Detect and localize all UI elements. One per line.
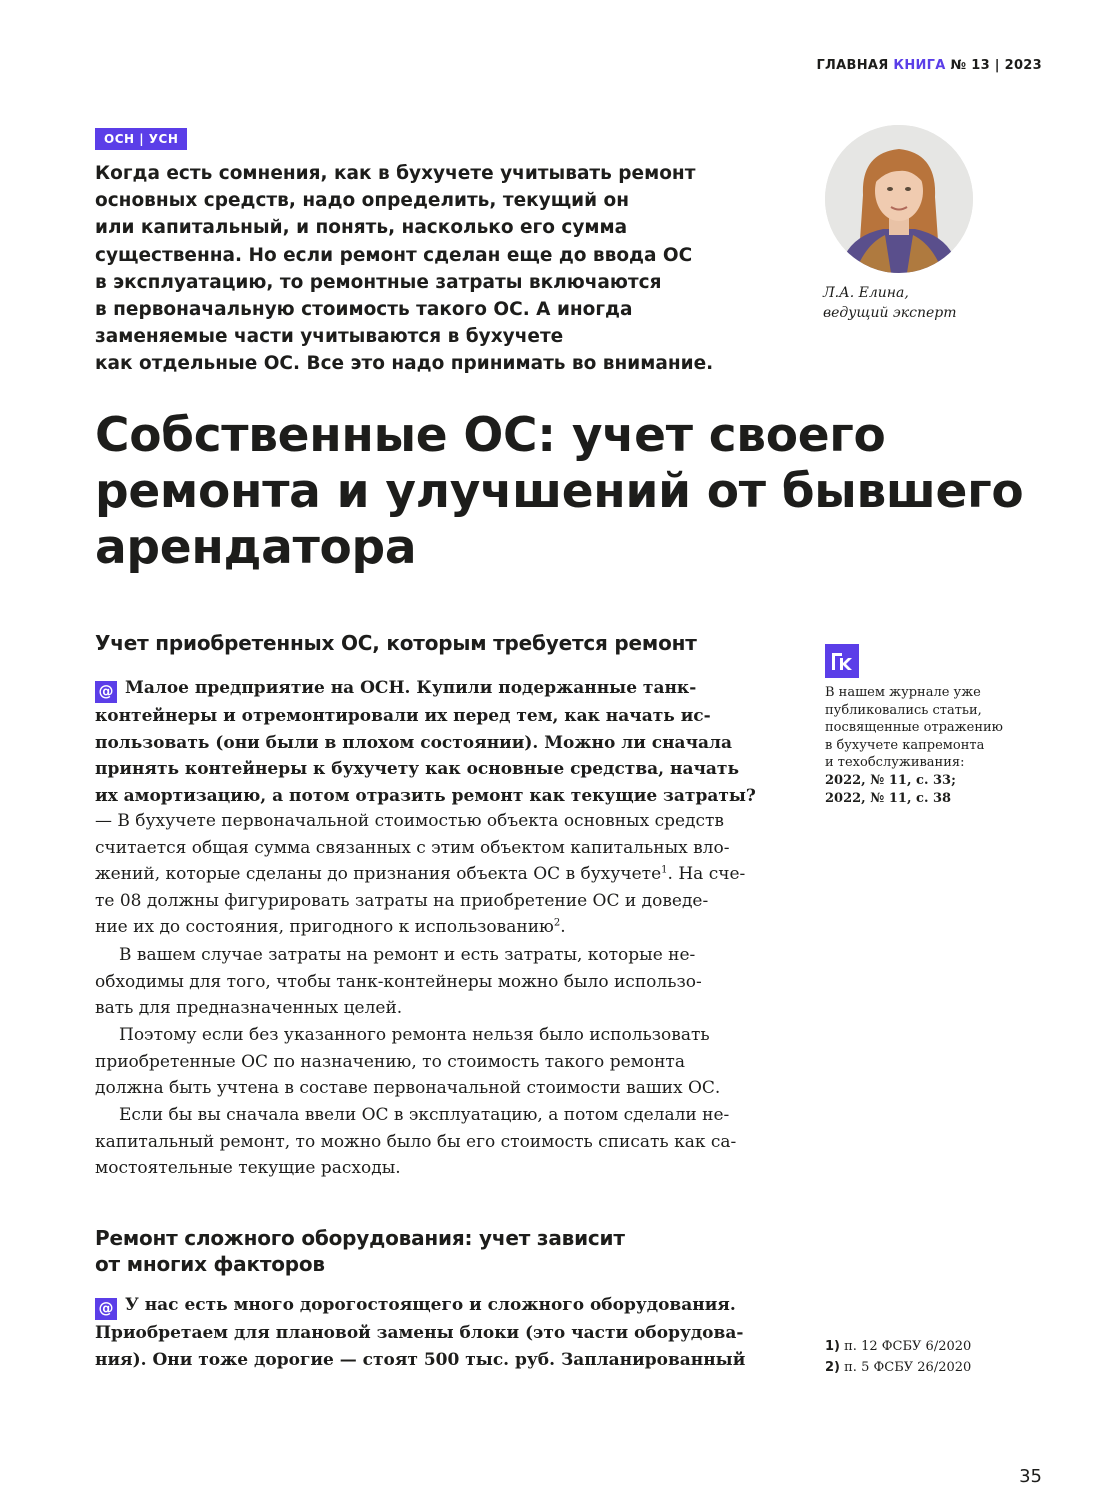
question-line: Приобретаем для плановой замены блоки (это части оборудова- [95, 1323, 744, 1343]
brand-part1: ГЛАВНАЯ [816, 58, 889, 73]
author-caption [823, 283, 957, 323]
answer-line [95, 861, 770, 888]
question-line: ния). Они тоже дорогие — стоят 500 тыс. руб. Запланированный [95, 1349, 746, 1370]
paragraph-line: мостоятельные текущие расходы. [95, 1158, 401, 1179]
answer-paragraph-2 [95, 942, 770, 1022]
title-line: Собственные ОС: учет своего [95, 408, 886, 463]
lead-line: в эксплуатацию, то ремонтные затраты включаются [95, 271, 662, 293]
answer-line: те 08 должны фигурировать затраты на приобретение ОС и доведе- [95, 890, 709, 911]
sidebar-reference-link[interactable]: 2022, № 11, с. 38 [825, 790, 952, 806]
paragraph-line: вать для предназначенных целей. [95, 998, 403, 1019]
question-line [95, 675, 770, 703]
section-heading-2 [95, 1225, 625, 1277]
answer-text: ние их до состояния, пригодного к использованию [95, 917, 554, 938]
lead-line: основных средств, надо определить, текущий он [95, 190, 630, 212]
lead-line: существенна. Но если ремонт сделан еще до ввода ОС [95, 244, 693, 266]
paragraph-line: Если бы вы сначала ввели ОС в эксплуатацию, а потом сделали не- [119, 1105, 730, 1125]
author-avatar [825, 125, 973, 273]
article-lead [95, 160, 795, 378]
sidebar-line: публиковались статьи, [825, 702, 982, 718]
at-sign-icon: @ [95, 681, 117, 703]
paragraph-line: приобретенные ОС по назначению, то стоимость такого ремонта [95, 1051, 685, 1072]
footnote-2 [825, 1357, 971, 1378]
lead-line: или капитальный, и понять, насколько его сумма [95, 217, 628, 239]
answer-line [95, 914, 770, 941]
paragraph-line: Поэтому если без указанного ремонта нельзя было использовать [119, 1025, 710, 1045]
author-role: ведущий эксперт [823, 305, 957, 321]
lead-line: Когда есть сомнения, как в бухучете учитывать ремонт [95, 163, 696, 184]
answer-line: — В бухучете первоначальной стоимостью объекта основных средств [95, 811, 724, 831]
author-name: Л.А. Елина, [823, 285, 909, 301]
footnote-text: п. 12 ФСБУ 6/2020 [844, 1339, 972, 1354]
paragraph-line: должна быть учтена в составе первоначальной стоимости ваших ОС. [95, 1078, 721, 1099]
footnote-ref-2[interactable]: 2 [553, 917, 561, 929]
title-line: арендатора [95, 520, 417, 575]
author-portrait-icon [825, 125, 973, 273]
section-heading-text: Ремонт сложного оборудования: учет зависит [95, 1226, 625, 1250]
question-line: контейнеры и отремонтировали их перед тем, как начать ис- [95, 706, 711, 726]
reader-question-1 [95, 675, 770, 809]
question-text: Малое предприятие на ОСН. Купили подержанные танк- [125, 678, 697, 698]
question-line [95, 1292, 770, 1320]
sidebar-line: в бухучете капремонта [825, 737, 985, 753]
section-heading-text: Учет приобретенных ОС, которым требуется ремонт [95, 631, 697, 655]
answer-text: . На сче- [667, 864, 746, 885]
footnotes [825, 1336, 971, 1378]
paragraph-line: В вашем случае затраты на ремонт и есть затраты, которые не- [119, 945, 696, 965]
sidebar-reference-link[interactable]: 2022, № 11, с. 33; [825, 772, 956, 788]
gk-glyph-icon [825, 644, 859, 678]
page-number: 35 [1019, 1466, 1042, 1487]
sidebar-line: посвященные отражению [825, 720, 1003, 736]
answer-paragraph-4 [95, 1102, 770, 1182]
answer-line: считается общая сумма связанных с этим объектом капитальных вло- [95, 837, 730, 858]
lead-line: как отдельные ОС. Все это надо принимать во внимание. [95, 353, 714, 375]
question-line: принять контейнеры к бухучету как основные средства, начать [95, 759, 739, 780]
lead-line: в первоначальную стоимость такого ОС. А иногда [95, 299, 633, 321]
paragraph-line: капитальный ремонт, то можно было бы его стоимость списать как са- [95, 1131, 737, 1152]
answer-paragraph-3 [95, 1022, 770, 1102]
question-line: пользовать (они были в плохом состоянии). Можно ли сначала [95, 732, 733, 753]
tax-regime-tag: ОСН | УСН [95, 128, 187, 150]
sidebar-line: В нашем журнале уже [825, 685, 981, 700]
answer-text: . [560, 917, 566, 938]
sidebar-line: и техобслуживания: [825, 755, 965, 771]
footnote-1 [825, 1336, 971, 1357]
footnote-number: 1) [825, 1339, 840, 1354]
paragraph-line: обходимы для того, чтобы танк-контейнеры можно было использо- [95, 971, 702, 992]
magazine-header [760, 58, 1042, 73]
gk-logo-icon [825, 644, 859, 678]
brand-part2: КНИГА [893, 58, 946, 73]
section-heading-1 [95, 630, 697, 656]
article-title [95, 408, 1055, 576]
question-line: их амортизацию, а потом отразить ремонт как текущие затраты? [95, 785, 756, 806]
issue-number: № 13 | 2023 [950, 58, 1042, 73]
footnote-text: п. 5 ФСБУ 26/2020 [844, 1360, 972, 1375]
footnote-number: 2) [825, 1360, 840, 1375]
question-text: У нас есть много дорогостоящего и сложного оборудования. [125, 1295, 736, 1315]
expert-answer-1 [95, 808, 770, 941]
reader-question-2 [95, 1292, 770, 1373]
at-sign-icon: @ [95, 1298, 117, 1320]
answer-text: жений, которые сделаны до признания объекта ОС в бухучете [95, 864, 662, 885]
footnote-ref-1[interactable]: 1 [661, 864, 668, 876]
title-line: ремонта и улучшений от бывшего [95, 464, 1024, 519]
section-heading-text: от многих факторов [95, 1252, 325, 1276]
lead-line: заменяемые части учитываются в бухучете [95, 326, 564, 348]
sidebar-note [825, 684, 1025, 807]
